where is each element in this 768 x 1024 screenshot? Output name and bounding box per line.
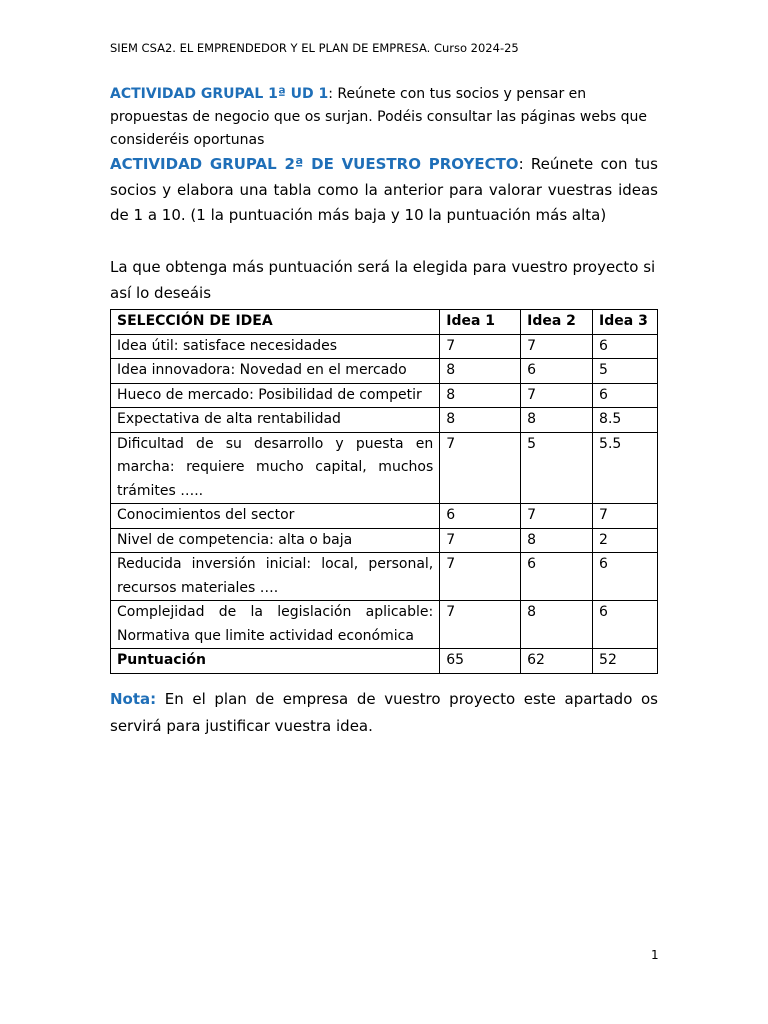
page-number: 1 bbox=[651, 948, 659, 962]
table-cell: Complejidad de la legislación aplicable: Normativa que limite actividad económica bbox=[111, 601, 440, 649]
table-header-cell: SELECCIÓN DE IDEA bbox=[111, 310, 440, 335]
table-cell: 6 bbox=[440, 504, 521, 529]
table-row bbox=[111, 553, 658, 601]
activity-2-paragraph bbox=[110, 152, 658, 229]
table-cell: Conocimientos del sector bbox=[111, 504, 440, 529]
table-header-cell: Idea 2 bbox=[521, 310, 593, 335]
table-row bbox=[111, 359, 658, 384]
idea-selection-table bbox=[110, 309, 658, 674]
table-cell: Dificultad de su desarrollo y puesta en marcha: requiere mucho capital, muchos trámites ….. bbox=[111, 432, 440, 504]
table-cell: Expectativa de alta rentabilidad bbox=[111, 408, 440, 433]
table-cell: 7 bbox=[440, 553, 521, 601]
table-cell: 8.5 bbox=[593, 408, 658, 433]
table-cell: 6 bbox=[593, 334, 658, 359]
activity-1-title: ACTIVIDAD GRUPAL 1ª UD 1 bbox=[110, 86, 329, 102]
table-cell: 5 bbox=[593, 359, 658, 384]
table-cell: 5.5 bbox=[593, 432, 658, 504]
table-cell: 5 bbox=[521, 432, 593, 504]
table-cell: Nivel de competencia: alta o baja bbox=[111, 528, 440, 553]
table-cell: 52 bbox=[593, 649, 658, 674]
table-row bbox=[111, 408, 658, 433]
table-cell: Puntuación bbox=[111, 649, 440, 674]
table-cell: 6 bbox=[521, 553, 593, 601]
table-cell: 6 bbox=[521, 359, 593, 384]
activity-2-text: : Reúnete con tus socios y elabora una tabla como la anterior para valorar vuestras ideas de 1 a 10. (1 la puntuación más baja y 10 la puntuación más alta) bbox=[110, 155, 658, 224]
table-cell: 7 bbox=[440, 528, 521, 553]
activity-1-text: : Reúnete con tus socios y pensar en propuestas de negocio que os surjan. Podéis consultar las páginas webs que consideréis oportunas bbox=[110, 86, 647, 148]
table-cell: 8 bbox=[440, 359, 521, 384]
page-header: SIEM CSA2. EL EMPRENDEDOR Y EL PLAN DE EMPRESA. Curso 2024-25 bbox=[110, 41, 519, 55]
note-text: En el plan de empresa de vuestro proyecto este apartado os servirá para justificar vuestra idea. bbox=[110, 690, 658, 735]
table-cell: 7 bbox=[521, 334, 593, 359]
table-cell: 7 bbox=[440, 601, 521, 649]
table-cell: 2 bbox=[593, 528, 658, 553]
table-row bbox=[111, 504, 658, 529]
table-cell: 7 bbox=[521, 383, 593, 408]
table-cell: 8 bbox=[440, 408, 521, 433]
table-header-cell: Idea 1 bbox=[440, 310, 521, 335]
table-total-row bbox=[111, 649, 658, 674]
table-cell: 8 bbox=[440, 383, 521, 408]
table-row bbox=[111, 528, 658, 553]
table-cell: 6 bbox=[593, 553, 658, 601]
table-cell: Idea útil: satisface necesidades bbox=[111, 334, 440, 359]
table-cell: 6 bbox=[593, 601, 658, 649]
table-cell: 8 bbox=[521, 601, 593, 649]
table-row bbox=[111, 432, 658, 504]
table-row bbox=[111, 383, 658, 408]
table-cell: 65 bbox=[440, 649, 521, 674]
table-header-cell: Idea 3 bbox=[593, 310, 658, 335]
table-cell: 7 bbox=[440, 432, 521, 504]
table-row bbox=[111, 601, 658, 649]
table-cell: 7 bbox=[593, 504, 658, 529]
table-cell: 8 bbox=[521, 528, 593, 553]
table-cell: 7 bbox=[521, 504, 593, 529]
table-row bbox=[111, 334, 658, 359]
table-cell: 8 bbox=[521, 408, 593, 433]
note-label: Nota: bbox=[110, 690, 157, 708]
table-cell: 6 bbox=[593, 383, 658, 408]
table-cell: 7 bbox=[440, 334, 521, 359]
selection-paragraph: La que obtenga más puntuación será la elegida para vuestro proyecto si así lo deseáis bbox=[110, 258, 656, 302]
note-paragraph bbox=[110, 686, 658, 740]
table-cell: 62 bbox=[521, 649, 593, 674]
table-cell: Hueco de mercado: Posibilidad de competir bbox=[111, 383, 440, 408]
table-cell: Reducida inversión inicial: local, personal, recursos materiales …. bbox=[111, 553, 440, 601]
activity-2-title: ACTIVIDAD GRUPAL 2ª DE VUESTRO PROYECTO bbox=[110, 155, 519, 173]
table-cell: Idea innovadora: Novedad en el mercado bbox=[111, 359, 440, 384]
activity-1-paragraph bbox=[110, 83, 658, 152]
table-header-row bbox=[111, 310, 658, 335]
